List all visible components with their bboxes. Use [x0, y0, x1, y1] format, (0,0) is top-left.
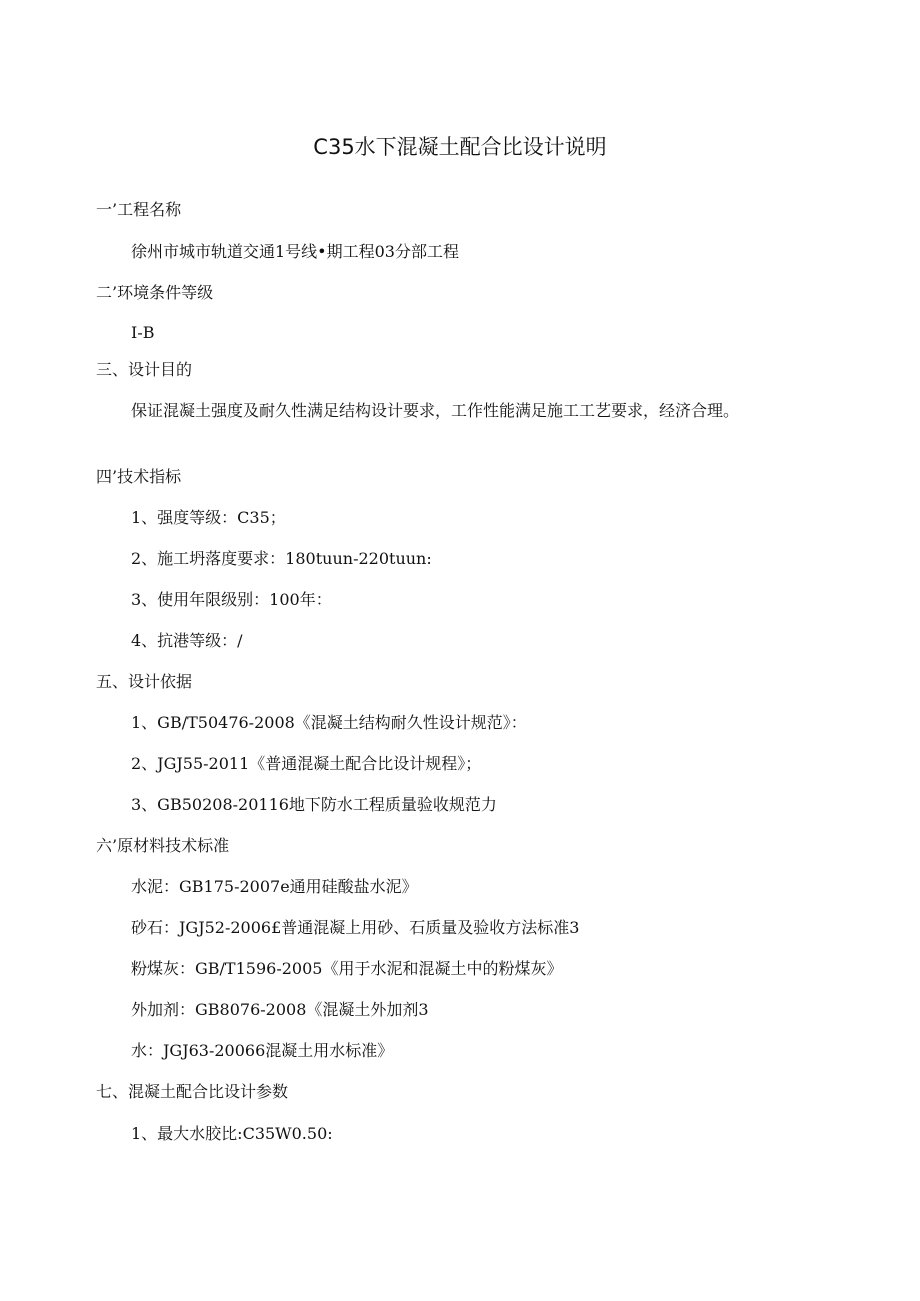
indicator-item: 1、强度等级：C35；: [131, 508, 286, 527]
material-standard-item: 砂石：JGJ52-2006£普通混凝上用砂、石质量及验收方法标准3: [131, 918, 580, 937]
section-heading-technical-indicators: 四’技术指标: [96, 467, 182, 486]
environment-grade-text: I-B: [131, 323, 155, 342]
section-heading-design-purpose: 三、设计目的: [96, 360, 193, 379]
section-heading-design-basis: 五、设计依据: [96, 672, 193, 691]
section-heading-mix-parameters: 七、混凝土配合比设计参数: [96, 1082, 289, 1101]
project-name-text: 徐州市城市轨道交通1号线•期工程03分部工程: [131, 242, 459, 261]
mix-parameter-item: 1、最大水胶比:C35W0.50:: [131, 1124, 333, 1143]
design-basis-item: 3、GB50208-20116地下防水工程质量验收规范力: [131, 795, 497, 814]
design-basis-item: 1、GB/T50476-2008《混凝土结构耐久性设计规范》：: [131, 713, 527, 732]
material-standard-item: 水泥：GB175-2007e通用硅酸盐水泥》: [131, 877, 418, 896]
section-heading-environment: 二’环境条件等级: [96, 283, 214, 302]
design-purpose-paragraph: 保证混凝土强度及耐久性满足结构设计要求，工作性能满足施工工艺要求，经济合理。: [131, 401, 740, 420]
material-standard-item: 外加剂：GB8076-2008《混凝土外加剂3: [131, 1000, 429, 1019]
section-heading-project-name: 一’工程名称: [96, 200, 182, 219]
section-heading-material-standards: 六’原材料技术标准: [96, 836, 230, 855]
indicator-item: 3、使用年限级别：100年：: [131, 590, 332, 609]
indicator-item: 2、施工坍落度要求：180tuun-220tuun:: [131, 549, 432, 568]
material-standard-item: 水：JGJ63-20066混凝土用水标准》: [131, 1041, 394, 1060]
document-title: C35水下混凝土配合比设计说明: [313, 135, 607, 159]
design-basis-item: 2、JGJ55-2011《普通混凝土配合比设计规程》；: [131, 754, 482, 773]
material-standard-item: 粉煤灰：GB/T1596-2005《用于水泥和混凝土中的粉煤灰》: [131, 959, 563, 978]
indicator-item: 4、抗港等级：/: [131, 631, 243, 650]
